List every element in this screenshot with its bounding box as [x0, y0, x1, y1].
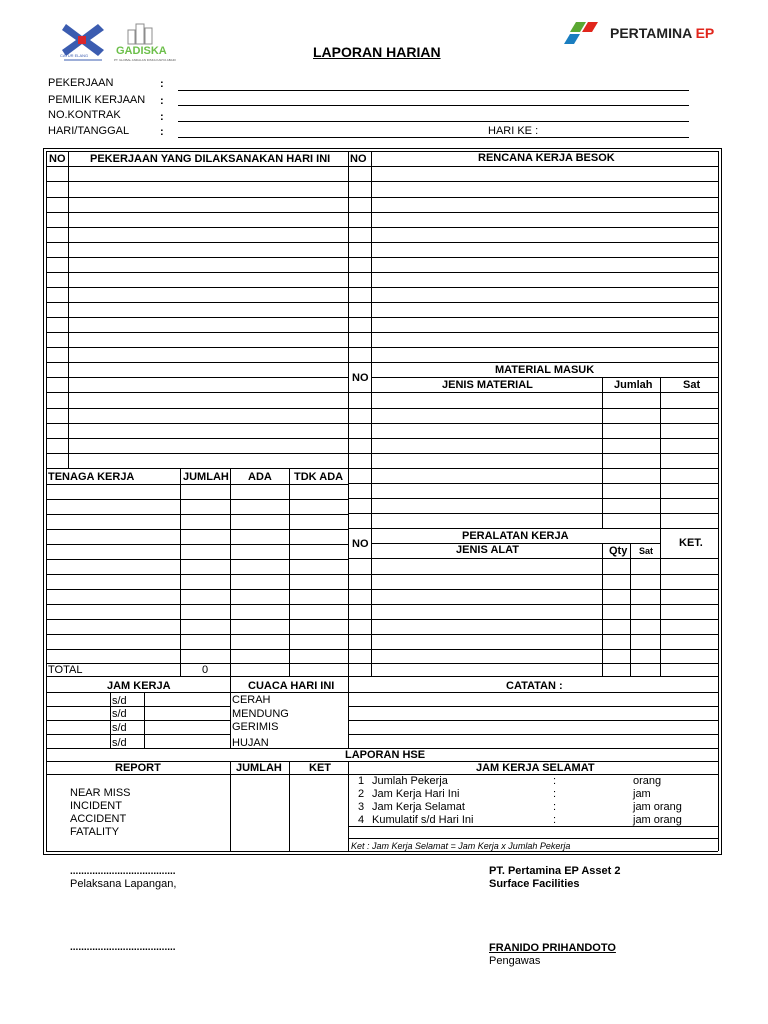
signature-dots-2: ......................................: [70, 942, 176, 953]
work-row: [46, 287, 348, 288]
tenaga-row: [46, 544, 348, 545]
safe-hours-bottom: [348, 826, 718, 827]
tenaga-row: [46, 604, 348, 605]
work-row: [46, 166, 348, 167]
work-row: [46, 197, 348, 198]
material-header-bottom: [348, 392, 718, 393]
col-catatan: CATATAN :: [506, 680, 563, 692]
colon-kontrak: :: [160, 111, 164, 123]
material-row: [348, 438, 718, 439]
label-kontrak: NO.KONTRAK: [48, 109, 121, 121]
safe-unit-2: jam: [633, 788, 651, 800]
incident-near-miss: NEAR MISS: [70, 787, 131, 799]
jam-row: [46, 706, 230, 707]
formula-top: [348, 838, 718, 839]
work-row: [46, 181, 348, 182]
col-tdk-ada: TDK ADA: [294, 471, 344, 483]
col-qty: Qty: [609, 545, 628, 557]
col-divider: [660, 377, 661, 528]
safe-label-4: Kumulatif s/d Hari Ini: [372, 814, 474, 826]
field-pekerjaan[interactable]: [178, 90, 689, 91]
work-row: [46, 377, 348, 378]
catur-elang-text: CATUR ELANG: [60, 53, 89, 58]
safe-no-1: 1: [358, 775, 365, 787]
plan-row: [348, 197, 718, 198]
catatan-row: [348, 706, 718, 707]
tenaga-row: [46, 649, 348, 650]
jam-header-bottom: [46, 692, 718, 693]
ket-formula: Ket : Jam Kerja Selamat = Jam Kerja x Jumlah Pekerja: [351, 841, 571, 851]
inner-border: [46, 151, 718, 152]
outer-border: [43, 148, 44, 854]
incident-fatality: FATALITY: [70, 826, 120, 838]
material-row: [348, 513, 718, 514]
supervisor-name: FRANIDO PRIHANDOTO: [489, 942, 616, 954]
col-divider: [602, 543, 603, 676]
label-pekerjaan: PEKERJAAN: [48, 77, 114, 89]
plan-row: [348, 166, 718, 167]
tenaga-row: [46, 559, 348, 560]
col-divider: [230, 676, 231, 748]
plan-row: [348, 302, 718, 303]
outer-border: [43, 148, 721, 149]
col-jenis-alat: JENIS ALAT: [456, 544, 519, 556]
outer-border: [721, 148, 722, 855]
material-row: [348, 453, 718, 454]
inner-border: [46, 151, 47, 851]
pelaksana-label: Pelaksana Lapangan,: [70, 878, 177, 890]
work-row: [46, 302, 348, 303]
col-ket-alat: KET.: [679, 537, 703, 549]
pertamina-text-label: PERTAMINA: [610, 25, 692, 41]
tenaga-row: [46, 634, 348, 635]
col-no-material: NO: [352, 372, 369, 384]
tenaga-row: [46, 529, 348, 530]
work-row: [46, 392, 348, 393]
plan-row: [348, 257, 718, 258]
company-label: PT. Pertamina EP Asset 2: [489, 865, 621, 877]
field-hari-tanggal[interactable]: [178, 137, 689, 138]
work-row: [46, 347, 348, 348]
col-sat-material: Sat: [683, 379, 701, 391]
tenaga-header-top: [46, 468, 348, 469]
col-divider: [230, 761, 231, 851]
tenaga-row: [46, 619, 348, 620]
col-divider: [180, 468, 181, 676]
incident-incident: INCIDENT: [70, 800, 122, 812]
col-divider: [348, 151, 349, 676]
field-pemilik[interactable]: [178, 105, 689, 106]
tenaga-header-bottom: [46, 484, 348, 485]
sd-1: s/d: [112, 695, 127, 707]
col-divider: [110, 692, 111, 748]
col-divider: [348, 676, 349, 748]
work-row: [46, 332, 348, 333]
safe-colon-3: :: [553, 801, 557, 813]
material-row: [348, 498, 718, 499]
plan-row: [348, 347, 718, 348]
peralatan-row: [348, 649, 718, 650]
col-pekerjaan-hari-ini: PEKERJAAN YANG DILAKSANAKAN HARI INI: [90, 153, 331, 165]
work-row: [46, 408, 348, 409]
material-header-line: [371, 377, 718, 378]
col-divider: [371, 528, 372, 676]
outer-border: [43, 854, 721, 855]
plan-row: [348, 332, 718, 333]
laporan-hse-title: LAPORAN HSE: [345, 749, 426, 761]
division-label: Surface Facilities: [489, 878, 580, 890]
label-hari-tanggal: HARI/TANGGAL: [48, 125, 130, 137]
label-pemilik: PEMILIK KERJAAN: [48, 94, 146, 106]
tenaga-row: [46, 663, 348, 664]
incident-accident: ACCIDENT: [70, 813, 127, 825]
catatan-row: [348, 734, 718, 735]
safe-label-3: Jam Kerja Selamat: [372, 801, 465, 813]
safe-no-2: 2: [358, 788, 365, 800]
gadiska-subtext: PT. GLOBAL ANDALAN DISKA KARYA ABADI: [114, 58, 176, 62]
weather-mendung: MENDUNG: [232, 708, 289, 720]
material-masuk-title: MATERIAL MASUK: [495, 364, 595, 376]
col-jenis-material: JENIS MATERIAL: [442, 379, 533, 391]
sd-3: s/d: [112, 722, 127, 734]
plan-row: [348, 212, 718, 213]
peralatan-row: [348, 663, 718, 664]
work-row: [46, 453, 348, 454]
col-jumlah-tenaga: JUMLAH: [183, 471, 229, 483]
plan-row: [348, 227, 718, 228]
weather-hujan: HUJAN: [232, 737, 269, 749]
pertamina-ep-label: EP: [695, 25, 715, 41]
peralatan-kerja-title: PERALATAN KERJA: [462, 530, 569, 542]
work-row: [46, 362, 348, 363]
jam-row: [46, 734, 230, 735]
safe-colon-4: :: [553, 814, 557, 826]
work-row: [46, 242, 348, 243]
plan-row: [348, 272, 718, 273]
work-row: [46, 227, 348, 228]
plan-row: [348, 242, 718, 243]
col-divider: [144, 692, 145, 748]
gadiska-text-label: GADISKA: [116, 45, 167, 57]
colon-pemilik: :: [160, 95, 164, 107]
col-rencana-besok: RENCANA KERJA BESOK: [478, 152, 615, 164]
col-divider: [289, 468, 290, 676]
safe-label-1: Jumlah Pekerja: [372, 775, 448, 787]
safe-unit-1: orang: [633, 775, 662, 787]
work-row: [46, 212, 348, 213]
material-row: [348, 483, 718, 484]
col-divider: [630, 543, 631, 676]
work-row: [46, 438, 348, 439]
jam-row: [46, 720, 230, 721]
signature-dots-1: ......................................: [70, 866, 176, 877]
plan-row: [348, 181, 718, 182]
col-divider: [371, 151, 372, 528]
safe-unit-3: jam orang: [633, 801, 682, 813]
col-divider: [289, 761, 290, 851]
catatan-row: [348, 720, 718, 721]
colon-hari-tanggal: :: [160, 126, 164, 138]
col-no-left: NO: [49, 153, 66, 165]
weather-gerimis: GERIMIS: [232, 721, 279, 733]
safe-colon-1: :: [553, 775, 557, 787]
gadiska-text: [116, 45, 167, 57]
tenaga-row: [46, 499, 348, 500]
col-jumlah-hse: JUMLAH: [236, 762, 282, 774]
total-label: TOTAL: [48, 664, 83, 676]
col-cuaca: CUACA HARI INI: [248, 680, 335, 692]
work-row: [46, 257, 348, 258]
plan-row: [348, 317, 718, 318]
inner-border: [718, 151, 719, 851]
supervisor-role: Pengawas: [489, 955, 541, 967]
safe-label-2: Jam Kerja Hari Ini: [372, 788, 460, 800]
peralatan-row: [348, 634, 718, 635]
plan-row: [348, 287, 718, 288]
material-row: [348, 468, 718, 469]
col-jam-kerja-selamat: JAM KERJA SELAMAT: [476, 762, 595, 774]
tenaga-row: [46, 514, 348, 515]
material-row: [348, 528, 718, 529]
tenaga-row: [46, 589, 348, 590]
col-no-right: NO: [350, 153, 367, 165]
peralatan-row: [348, 574, 718, 575]
col-report: REPORT: [115, 762, 161, 774]
material-row: [348, 408, 718, 409]
col-jumlah-material: Jumlah: [614, 379, 653, 391]
safe-colon-2: :: [553, 788, 557, 800]
col-tenaga-kerja: TENAGA KERJA: [48, 471, 135, 483]
work-row: [46, 317, 348, 318]
work-row: [46, 423, 348, 424]
page-title: LAPORAN HARIAN: [313, 44, 441, 60]
col-sat-alat: Sat: [639, 546, 654, 556]
plan-row: [348, 362, 718, 363]
col-divider: [602, 377, 603, 528]
peralatan-row: [348, 619, 718, 620]
col-divider: [68, 151, 69, 468]
col-divider: [230, 468, 231, 676]
tenaga-row: [46, 574, 348, 575]
label-hari-ke: HARI KE :: [488, 125, 539, 137]
safe-no-3: 3: [358, 801, 365, 813]
col-ada: ADA: [248, 471, 272, 483]
peralatan-row: [348, 589, 718, 590]
field-kontrak[interactable]: [178, 121, 689, 122]
total-value: 0: [202, 664, 209, 676]
material-row: [348, 423, 718, 424]
col-ket-hse: KET: [309, 762, 331, 774]
safe-unit-4: jam orang: [633, 814, 682, 826]
weather-cerah: CERAH: [232, 694, 271, 706]
colon-pekerjaan: :: [160, 78, 164, 90]
col-divider: [660, 528, 661, 676]
safe-no-4: 4: [358, 814, 365, 826]
work-row: [46, 272, 348, 273]
total-bottom: [46, 676, 718, 677]
pertamina-text: [610, 25, 714, 41]
peralatan-header-bottom: [348, 558, 718, 559]
pertamina-icon: [564, 18, 604, 46]
col-jam-kerja: JAM KERJA: [107, 680, 171, 692]
sd-4: s/d: [112, 737, 127, 749]
col-no-peralatan: NO: [352, 538, 369, 550]
peralatan-row: [348, 604, 718, 605]
sd-2: s/d: [112, 708, 127, 720]
